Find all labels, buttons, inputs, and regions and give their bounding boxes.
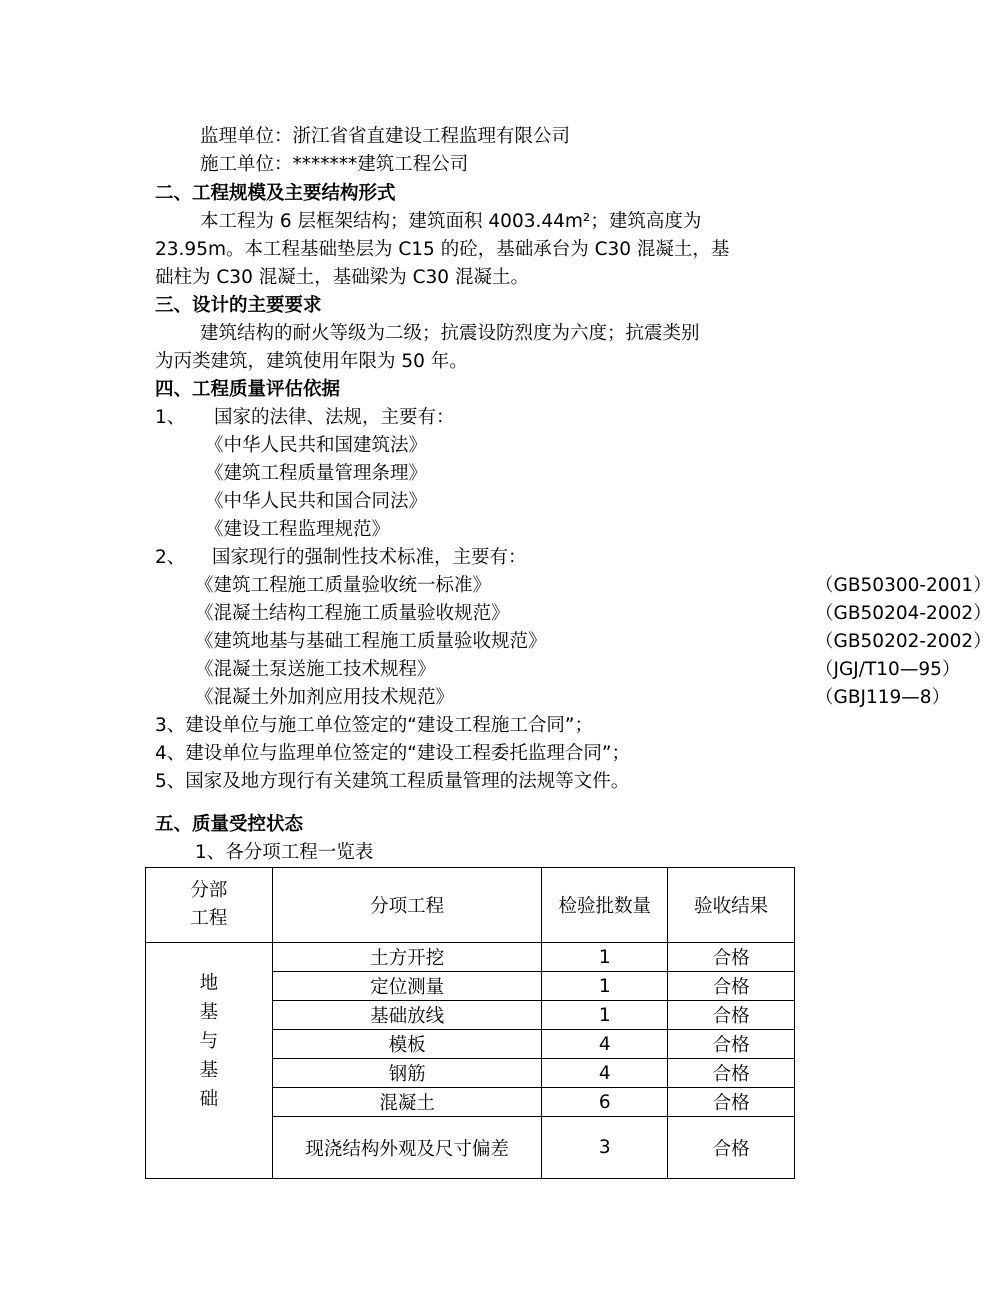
table-cell: 合格 (668, 1088, 795, 1117)
list-item: 5、国家及地方现行有关建筑工程质量管理的法规等文件。 (155, 771, 630, 792)
table-cell: 4 (542, 1059, 668, 1088)
group-cell: 地 基 与 基 础 (146, 943, 273, 1179)
section-heading: 三、设计的主要要求 (155, 295, 322, 316)
table-cell: 模板 (272, 1030, 542, 1059)
paragraph-line: 为丙类建筑，建筑使用年限为 50 年。 (155, 351, 468, 372)
standard-code: （GB50202-2002） (815, 631, 992, 652)
supervisor-line: 监理单位：浙江省省直建设工程监理有限公司 (200, 126, 571, 147)
contractor-line: 施工单位：*******建筑工程公司 (200, 154, 469, 175)
table-cell: 1 (542, 943, 668, 972)
list-item: 3、建设单位与施工单位签定的“建设工程施工合同”； (155, 715, 593, 736)
table-cell: 钢筋 (272, 1059, 542, 1088)
table-cell: 土方开挖 (272, 943, 542, 972)
table-cell: 1 (542, 1001, 668, 1030)
table-cell: 基础放线 (272, 1001, 542, 1030)
paragraph-line: 础柱为 C30 混凝土，基础梁为 C30 混凝土。 (155, 267, 529, 288)
list-item: 4、建设单位与监理单位签定的“建设工程委托监理合同”； (155, 743, 630, 764)
table-row (146, 943, 795, 972)
table-cell: 合格 (668, 1030, 795, 1059)
header-cell: 检验批数量 (542, 868, 668, 943)
table-cell: 现浇结构外观及尺寸偏差 (272, 1117, 542, 1179)
standard-row (195, 656, 961, 684)
standard-name: 《混凝土泵送施工技术规程》 (195, 659, 436, 680)
table-cell: 4 (542, 1030, 668, 1059)
law-title: 《中华人民共和国合同法》 (205, 491, 428, 512)
table-cell: 3 (542, 1117, 668, 1179)
table-cell: 合格 (668, 943, 795, 972)
item-number: 2、 (155, 547, 186, 568)
law-title: 《建筑工程质量管理条理》 (205, 463, 428, 484)
standard-row (195, 600, 992, 628)
table-cell: 合格 (668, 972, 795, 1001)
standard-row (195, 628, 992, 656)
section-heading: 二、工程规模及主要结构形式 (155, 183, 396, 204)
standard-code: （GBJ119—8） (815, 687, 951, 708)
table-cell: 合格 (668, 1001, 795, 1030)
table-cell: 合格 (668, 1059, 795, 1088)
table-cell: 混凝土 (272, 1088, 542, 1117)
standard-name: 《建筑工程施工质量验收统一标准》 (195, 575, 492, 596)
standard-code: （JGJ/T10—95） (815, 659, 961, 680)
section-heading: 四、工程质量评估依据 (155, 379, 341, 400)
law-title: 《中华人民共和国建筑法》 (205, 435, 428, 456)
standard-row (195, 572, 992, 600)
table-cell: 1 (542, 972, 668, 1001)
item-number: 1、 (155, 407, 186, 428)
standard-name: 《建筑地基与基础工程施工质量验收规范》 (195, 631, 547, 652)
standard-name: 《混凝土外加剂应用技术规范》 (195, 687, 455, 708)
standard-code: （GB50300-2001） (815, 575, 992, 596)
standard-row (195, 684, 951, 712)
item-text: 国家的法律、法规，主要有： (214, 407, 455, 428)
subitem-table (145, 867, 795, 1179)
law-title: 《建设工程监理规范》 (205, 519, 391, 540)
subheading: 1、各分项工程一览表 (195, 842, 374, 863)
standard-name: 《混凝土结构工程施工质量验收规范》 (195, 603, 510, 624)
header-cell: 分项工程 (272, 868, 542, 943)
table-cell: 6 (542, 1088, 668, 1117)
item-text: 国家现行的强制性技术标准，主要有： (212, 547, 527, 568)
section-heading: 五、质量受控状态 (155, 814, 304, 835)
paragraph-line: 建筑结构的耐火等级为二级；抗震设防烈度为六度；抗震类别 (200, 323, 700, 344)
table-cell: 定位测量 (272, 972, 542, 1001)
header-cell: 分部 工程 (146, 868, 273, 943)
header-cell: 验收结果 (668, 868, 795, 943)
standard-code: （GB50204-2002） (815, 603, 992, 624)
table-header (146, 868, 795, 943)
paragraph-line: 本工程为 6 层框架结构；建筑面积 4003.44m²；建筑高度为 (200, 211, 702, 232)
paragraph-line: 23.95m。本工程基础垫层为 C15 的砼，基础承台为 C30 混凝土，基 (155, 239, 730, 260)
table-cell: 合格 (668, 1117, 795, 1179)
